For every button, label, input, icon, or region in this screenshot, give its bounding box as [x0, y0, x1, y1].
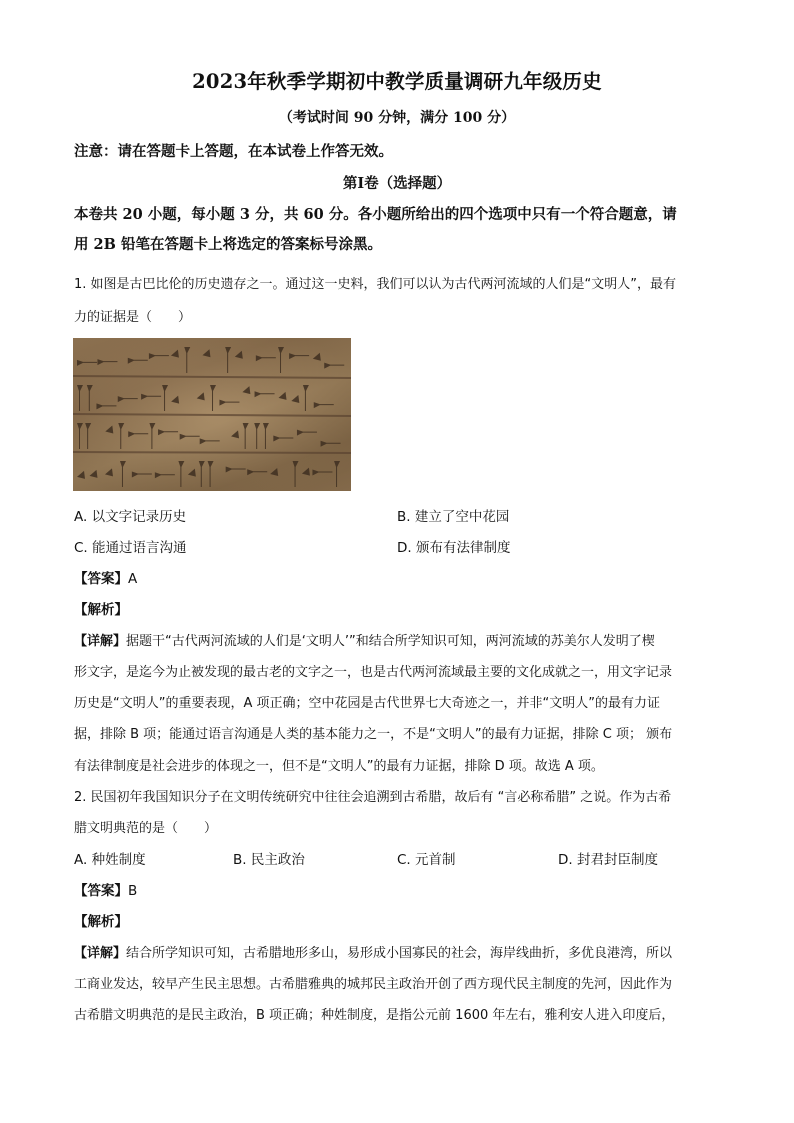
q2-answer	[74, 879, 137, 899]
q1-option-b: B. 建立了空中花园	[397, 509, 510, 525]
section-instructions-line2: 用 2B 铅笔在答题卡上将选定的答案标号涂黑。	[74, 236, 382, 253]
q1-detail-line3: 历史是“文明人”的重要表现，A 项正确；空中花园是古代世界七大奇迹之一，并非“文明人”的最有力证	[74, 696, 660, 711]
q1-stem-line1: 1. 如图是古巴比伦的历史遗存之一。通过这一史料，我们可以认为古代两河流域的人们是“文明人”，最有	[74, 277, 677, 292]
q1-detail-line5: 有法律制度是社会进步的体现之一，但不是“文明人”的最有力证据，排除 D 项。故选 A 项。	[74, 759, 604, 774]
q1-analysis-tag: 【解析】	[74, 602, 128, 618]
q2-stem-line1: 2. 民国初年我国知识分子在文明传统研究中往往会追溯到古希腊，故后有 “言必称希腊” 之说。作为古希	[74, 790, 672, 805]
cuneiform-tablet-graphic	[73, 338, 351, 491]
q2-option-b: B. 民主政治	[233, 852, 305, 868]
q1-detail-text1: 据题干“古代两河流域的人们是‘文明人’”和结合所学知识可知，两河流域的苏美尔人发明了楔	[126, 634, 655, 649]
q2-answer-value: B	[128, 883, 138, 899]
q1-detail-line1	[74, 630, 655, 649]
q1-answer-tag: 【答案】	[74, 571, 128, 587]
q2-analysis-tag: 【解析】	[74, 914, 128, 930]
exam-subtitle: （考试时间 90 分钟，满分 100 分）	[278, 110, 516, 126]
q1-answer	[74, 567, 137, 587]
q2-option-d: D. 封君封臣制度	[558, 852, 658, 868]
q2-stem-line2: 腊文明典范的是（ ）	[74, 821, 218, 836]
q1-detail-line4: 据，排除 B 项；能通过语言沟通是人类的基本能力之一，不是“文明人”的最有力证据，排除 C 项； 颁布	[74, 727, 673, 742]
q1-detail-line2: 形文字，是迄今为止被发现的最古老的文字之一，也是古代两河流域最主要的文化成就之一，用文字记录	[74, 665, 673, 680]
q1-detail-tag: 【详解】	[74, 634, 127, 649]
q1-stem-line2: 力的证据是（ ）	[74, 310, 192, 325]
q2-detail-tag: 【详解】	[74, 946, 127, 961]
q2-detail-line1	[74, 942, 672, 961]
q1-analysis	[74, 598, 128, 618]
q2-analysis	[74, 910, 128, 930]
q2-answer-tag: 【答案】	[74, 883, 128, 899]
cuneiform-tablet-image	[73, 338, 351, 491]
section-title: 第Ⅰ卷（选择题）	[342, 175, 452, 192]
q2-detail-text1: 结合所学知识可知，古希腊地形多山，易形成小国寡民的社会，海岸线曲折，多优良港湾，所以	[126, 946, 673, 961]
q2-detail-line3: 古希腊文明典范的是民主政治，B 项正确；种姓制度，是指公元前 1600 年左右，雅利安人进入印度后，	[74, 1008, 675, 1023]
q1-option-d: D. 颁布有法律制度	[397, 540, 511, 556]
q2-option-a: A. 种姓制度	[74, 852, 146, 868]
q1-option-c: C. 能通过语言沟通	[74, 540, 187, 556]
section-instructions-line1: 本卷共 20 小题，每小题 3 分，共 60 分。各小题所给出的四个选项中只有一个符合题意，请	[74, 206, 677, 223]
exam-notice: 注意：请在答题卡上答题，在本试卷上作答无效。	[74, 143, 393, 160]
q2-detail-line2: 工商业发达，较早产生民主思想。古希腊雅典的城邦民主政治开创了西方现代民主制度的先河，因此作为	[74, 977, 673, 992]
q1-answer-value: A	[128, 571, 138, 587]
q1-option-a: A. 以文字记录历史	[74, 509, 187, 525]
exam-title: 2023年秋季学期初中教学质量调研九年级历史	[192, 70, 602, 93]
q2-option-c: C. 元首制	[397, 852, 456, 868]
